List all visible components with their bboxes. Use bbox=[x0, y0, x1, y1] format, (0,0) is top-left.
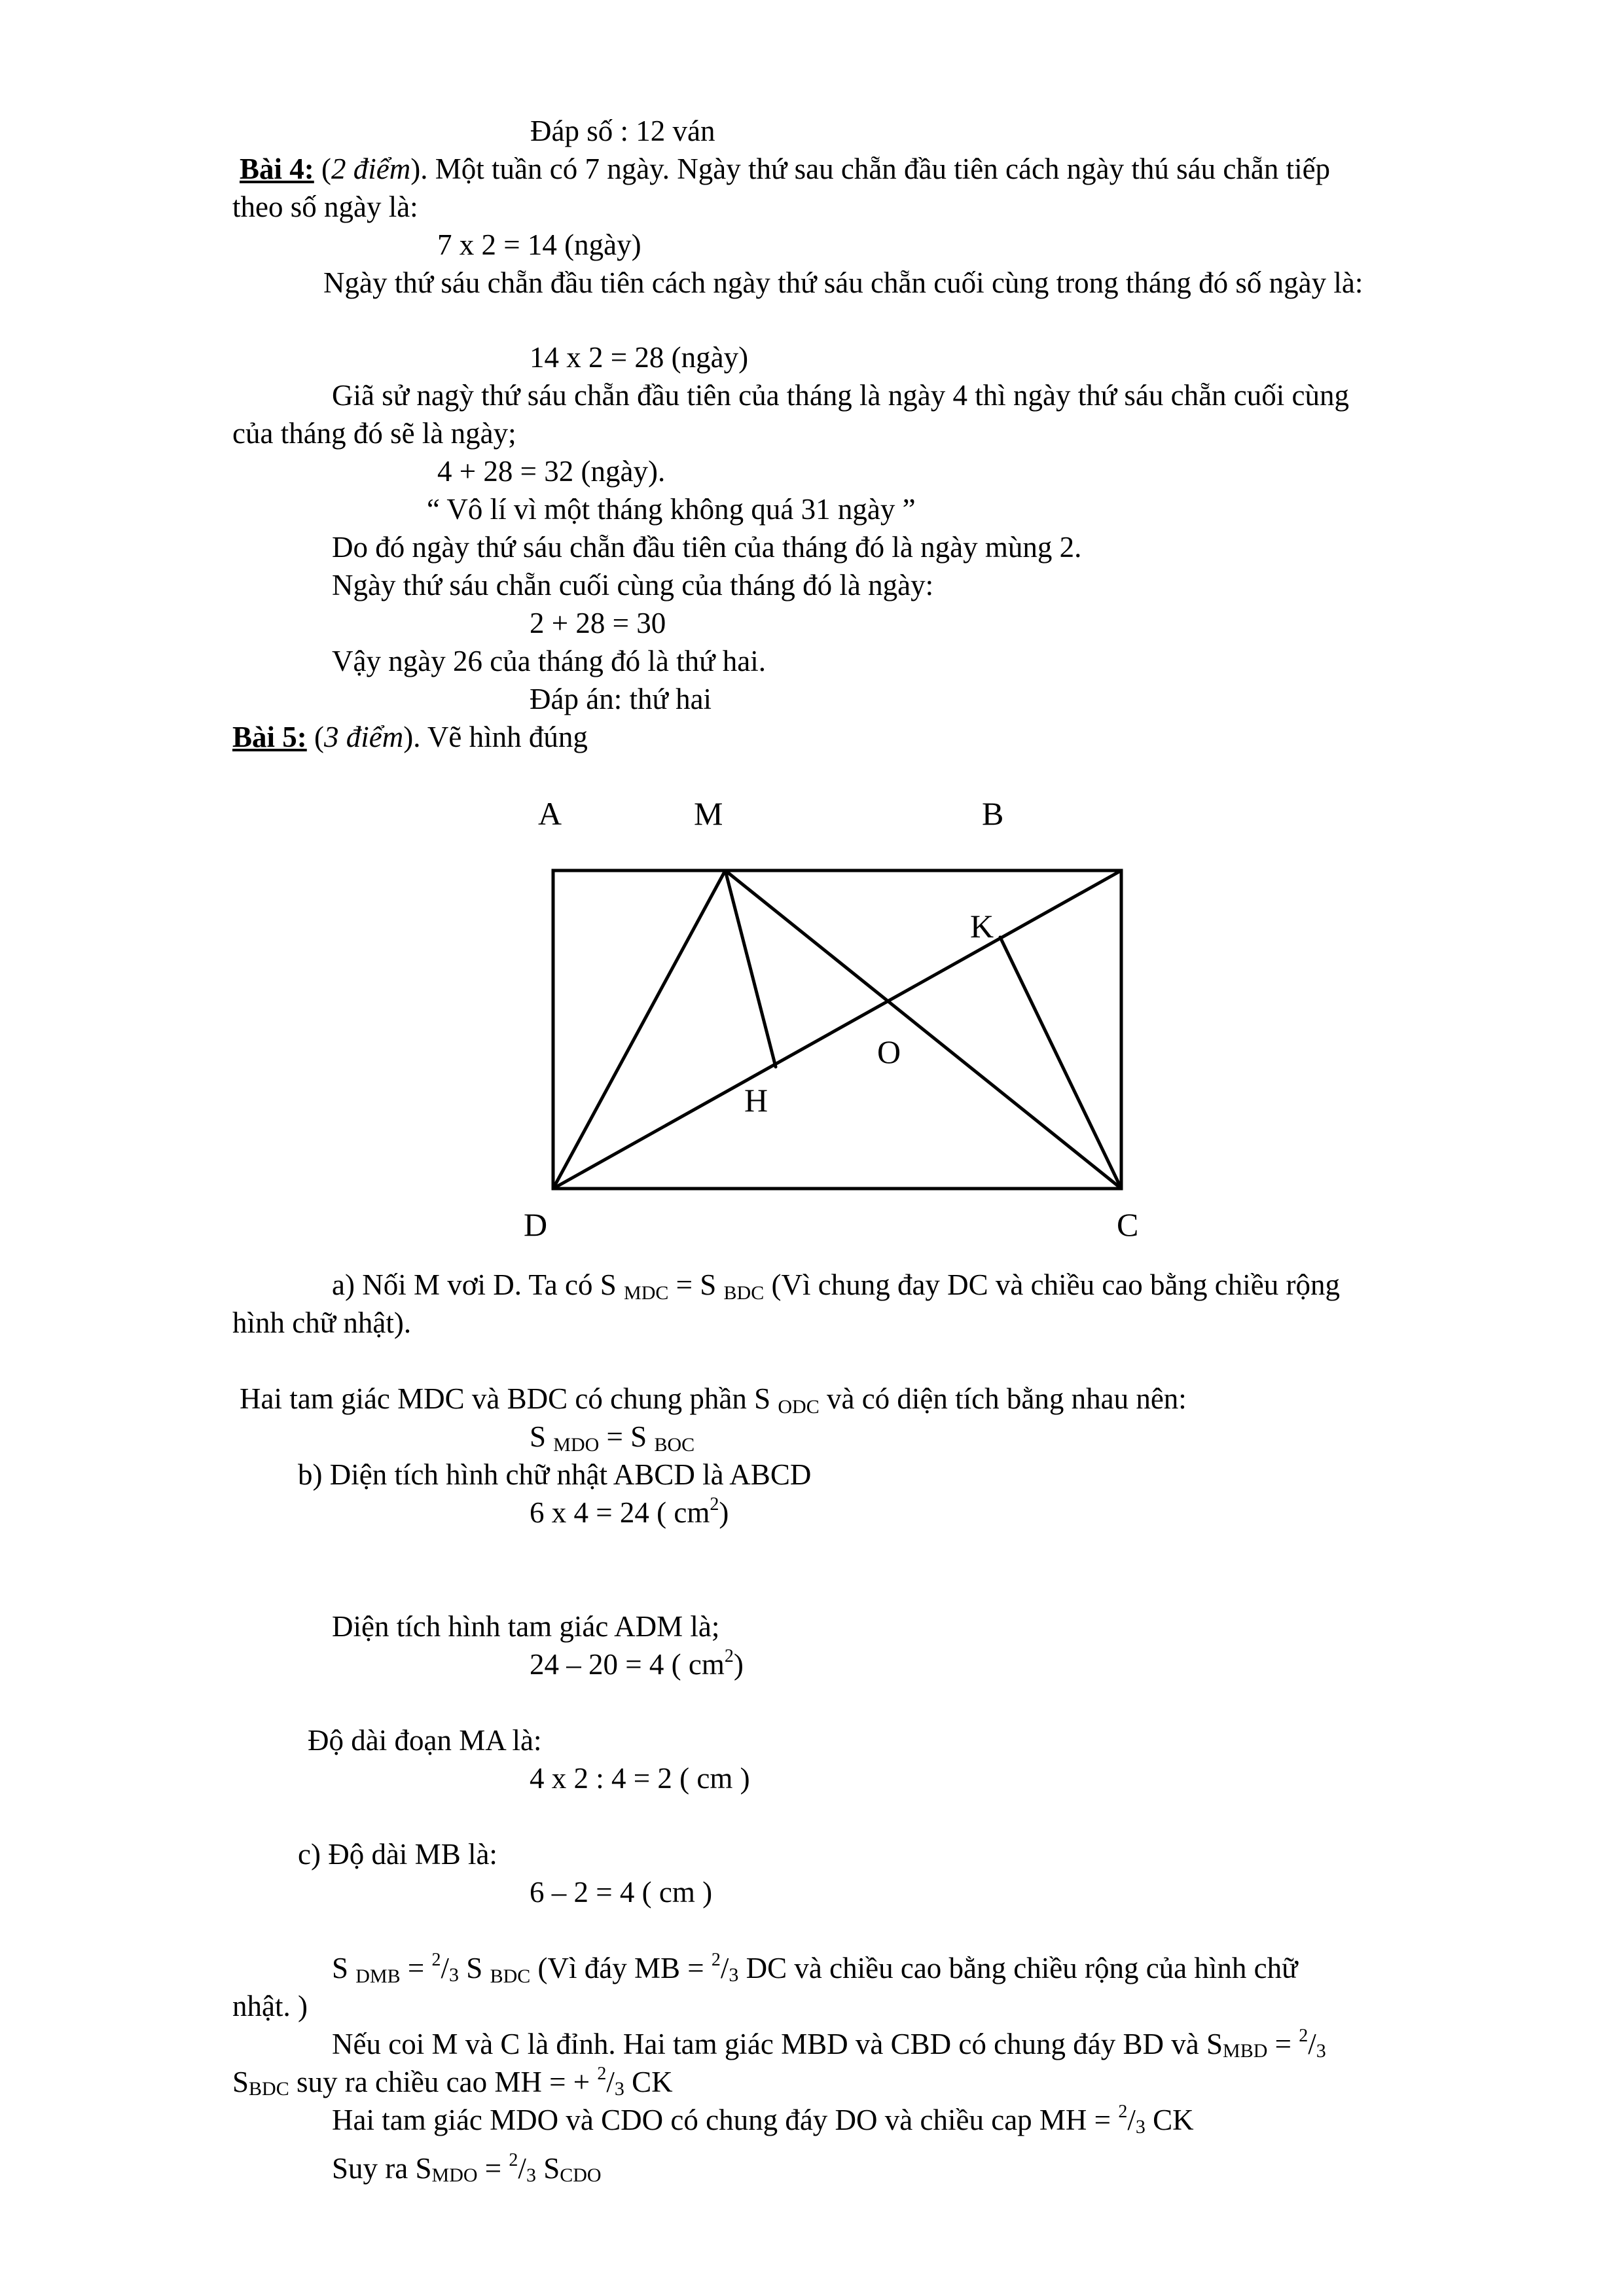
part-b-line-1: b) Diện tích hình chữ nhật ABCD là ABCD bbox=[298, 1458, 812, 1491]
label-c: C bbox=[1117, 1206, 1139, 1243]
segment-ck bbox=[1000, 937, 1121, 1189]
label-k: K bbox=[970, 908, 994, 944]
part-c-line-4: nhật. ) bbox=[232, 1990, 308, 2022]
bai4-title: Bài 4: bbox=[240, 152, 314, 185]
bai4-points: 2 điểm bbox=[331, 152, 411, 185]
bai4-line-8: 4 + 28 = 32 (ngày). bbox=[437, 455, 666, 488]
part-c-line-5: Nếu coi M và C là đỉnh. Hai tam giác MBD và CBD có chung đáy BD và SMBD = $^2$/3 bbox=[332, 2026, 1326, 2062]
bai4-line-2: theo số ngày là: bbox=[232, 190, 418, 223]
bai5-heading-line: Bài 5: (3 điểm). Vẽ hình đúng bbox=[232, 721, 588, 753]
label-h: H bbox=[744, 1082, 768, 1119]
label-a: A bbox=[538, 795, 562, 832]
part-c-line-8: Suy ra SMDO = $^2$/3 SCDO bbox=[332, 2150, 602, 2186]
part-c-line-6: SBDC suy ra chiều cao MH = + $^2$/3 CK bbox=[232, 2064, 673, 2100]
bai4-line-4: Ngày thứ sáu chẵn đầu tiên cách ngày thứ sáu chẵn cuối cùng trong tháng đó số ngày là: bbox=[323, 266, 1363, 299]
part-b-line-5: Độ dài đoạn MA là: bbox=[308, 1724, 542, 1757]
bai4-line-9: “ Vô lí vì một tháng không quá 31 ngày ” bbox=[427, 493, 916, 526]
bai4-line-11: Ngày thứ sáu chẵn cuối cùng của tháng đó là ngày: bbox=[332, 569, 934, 601]
bai4-heading-line: Bài 4: (2 điểm). Một tuần có 7 ngày. Ngày thứ sau chẵn đầu tiên cách ngày thú sáu chẵn tiếp bbox=[240, 152, 1331, 185]
part-b-line-4: 24 – 20 = 4 ( $cm^2$) bbox=[530, 1646, 744, 1681]
bai4-line-14: Đáp án: thứ hai bbox=[530, 683, 712, 715]
label-b: B bbox=[982, 795, 1004, 832]
segment-mh bbox=[725, 870, 776, 1067]
bai4-line-12: 2 + 28 = 30 bbox=[530, 607, 666, 639]
bai4-line-10: Do đó ngày thứ sáu chẵn đầu tiên của tháng đó là ngày mùng 2. bbox=[332, 531, 1082, 564]
label-d: D bbox=[524, 1206, 548, 1243]
bai4-line-13: Vậy ngày 26 của tháng đó là thứ hai. bbox=[332, 645, 766, 677]
bai4-line-3: 7 x 2 = 14 (ngày) bbox=[437, 228, 641, 261]
bai5-title: Bài 5: bbox=[232, 721, 307, 753]
part-c-line-7: Hai tam giác MDO và CDO có chung đáy DO và chiều cap MH = $^2$/3 CK bbox=[332, 2102, 1194, 2138]
part-c-line-1: c) Độ dài MB là: bbox=[298, 1838, 497, 1871]
part-a-line-2: hình chữ nhật). bbox=[232, 1306, 412, 1339]
part-a-line-1: a) Nối M vơi D. Ta có S MDC = S BDC (Vì chung đay DC và chiều cao bằng chiều rộng bbox=[332, 1268, 1340, 1304]
bai5-points: 3 điểm bbox=[324, 721, 404, 753]
segment-mc bbox=[725, 870, 1121, 1189]
part-c-line-2: 6 – 2 = 4 ( cm ) bbox=[530, 1876, 713, 1909]
answer-line-1: Đáp số : 12 ván bbox=[530, 115, 715, 147]
part-c-line-3: S DMB = $^2$/3 S BDC (Vì đáy MB = $^2$/3 DC và chiều cao bằng chiều rộng của hình chữ bbox=[332, 1950, 1298, 1987]
part-b-line-2: 6 x 4 = 24 ( $cm^2$) bbox=[530, 1494, 729, 1529]
part-b-line-3: Diện tích hình tam giác ADM là; bbox=[332, 1610, 720, 1643]
bai4-line-7: của tháng đó sẽ là ngày; bbox=[232, 417, 516, 450]
part-a-line-3: Hai tam giác MDC và BDC có chung phần S ODC và có diện tích bằng nhau nên: bbox=[240, 1382, 1187, 1418]
part-b-line-6: 4 x 2 : 4 = 2 ( cm ) bbox=[530, 1762, 750, 1795]
part-a-line-4: S MDO = S BOC bbox=[530, 1420, 695, 1456]
bai4-line-5: 14 x 2 = 28 (ngày) bbox=[530, 341, 749, 374]
label-m: M bbox=[694, 795, 723, 832]
bai4-line-6: Giã sử nagỳ thứ sáu chẵn đầu tiên của tháng là ngày 4 thì ngày thứ sáu chẵn cuối cùng bbox=[332, 379, 1349, 412]
label-o: O bbox=[877, 1033, 901, 1070]
